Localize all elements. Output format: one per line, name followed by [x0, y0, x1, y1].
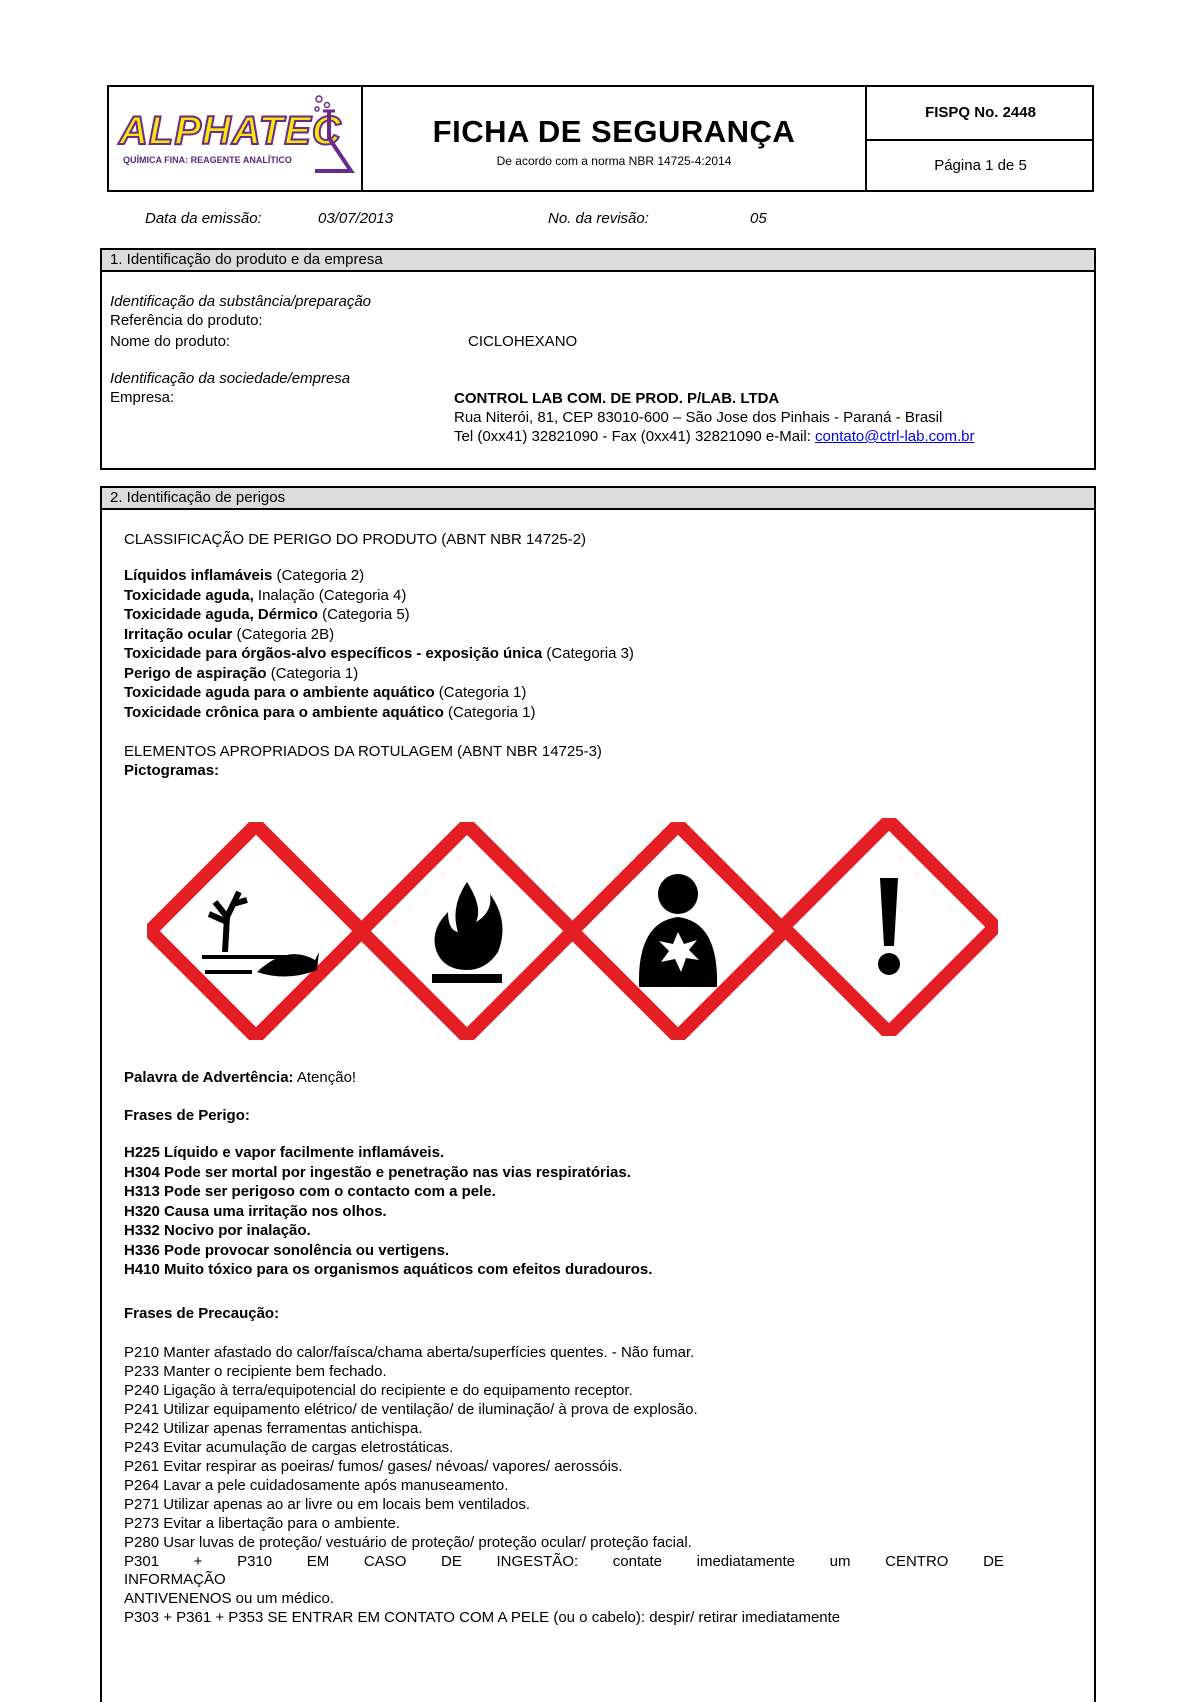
hazard-class-name: Toxicidade aguda, Dérmico: [124, 606, 318, 623]
hazard-class-item: [124, 664, 358, 683]
company-name: CONTROL LAB COM. DE PROD. P/LAB. LTDA: [454, 390, 780, 407]
hazard-class-name: Toxicidade aguda,: [124, 586, 254, 604]
pictograms-label: Pictogramas:: [124, 762, 220, 779]
company-address: Rua Niterói, 81, CEP 83010-600 – São Jose dos Pinhais - Paraná - Brasil: [454, 409, 943, 426]
hazard-class-category: (Categoria 5): [317, 606, 410, 623]
hazard-class-category: Inalação (Categoria 4): [253, 586, 407, 604]
hazard-class-category: (Categoria 1): [443, 703, 536, 721]
hazard-class-item: [124, 586, 406, 605]
section-2-title: 2. Identificação de perigos: [102, 488, 1094, 510]
company-logo: ALPHATEC: [119, 109, 342, 153]
p301-word: imediatamente: [696, 1553, 796, 1570]
flask-icon: [307, 93, 357, 183]
precaution-phrase: P242 Utilizar apenas ferramentas antichispa.: [124, 1420, 423, 1437]
p301-line: [124, 1552, 1004, 1571]
hazard-class-item: [124, 683, 526, 702]
hazard-class-name: Perigo de aspiração: [124, 664, 267, 682]
product-ref-label: Referência do produto:: [110, 312, 263, 329]
hazard-phrase: H313 Pode ser perigoso com o contacto com a pele.: [124, 1183, 496, 1200]
p301-word: contate: [612, 1553, 662, 1570]
p301-word: P310: [237, 1553, 273, 1570]
p301-word: INGESTÃO:: [496, 1553, 579, 1570]
hazard-phrase: H304 Pode ser mortal por ingestão e penetração nas vias respiratórias.: [124, 1163, 631, 1181]
hazard-phrase: H225 Líquido e vapor facilmente inflamáveis.: [124, 1144, 445, 1161]
p301-word: CENTRO: [885, 1553, 949, 1570]
precaution-phrase: P273 Evitar a libertação para o ambiente.: [124, 1515, 400, 1532]
precaution-phrase: P233 Manter o recipiente bem fechado.: [124, 1363, 387, 1380]
p301-word: DE: [441, 1553, 462, 1570]
logo-subtitle: QUÍMICA FINA: REAGENTE ANALÍTICO: [123, 155, 292, 165]
precaution-phrase: P280 Usar luvas de proteção/ vestuário de proteção/ proteção ocular/ proteção facial.: [124, 1534, 692, 1551]
section-2: [100, 486, 1096, 1702]
hazard-class-name: Líquidos inflamáveis: [124, 567, 273, 584]
document-header: [107, 85, 1094, 192]
hazard-class-item: [124, 625, 334, 644]
section-1-title: 1. Identificação do produto e da empresa: [102, 250, 1094, 272]
hazard-class-name: Toxicidade aguda para o ambiente aquático: [124, 684, 435, 701]
p301-line-3: ANTIVENENOS ou um médico.: [124, 1590, 335, 1607]
page-number: Página 1 de 5: [934, 157, 1027, 174]
hazard-class-name: Toxicidade crônica para o ambiente aquático: [124, 703, 444, 721]
company-heading: Identificação da sociedade/empresa: [110, 370, 351, 387]
labeling-heading: ELEMENTOS APROPRIADOS DA ROTULAGEM (ABNT NBR 14725-3): [124, 743, 602, 760]
p301-line-2: INFORMAÇÃO: [124, 1571, 226, 1588]
hazard-class-category: (Categoria 1): [266, 664, 359, 682]
p301-word: DE: [983, 1553, 1004, 1570]
precaution-phrase: P264 Lavar a pele cuidadosamente após manuseamento.: [124, 1477, 509, 1494]
p301-word: P301: [124, 1553, 160, 1570]
p301-word: +: [193, 1553, 203, 1570]
hazard-class-category: (Categoria 1): [434, 684, 527, 701]
hazard-class-item: [124, 703, 536, 722]
product-name: CICLOHEXANO: [468, 333, 578, 350]
environment-icon: [147, 822, 365, 1040]
phone-fax: Tel (0xx41) 32821090 - Fax (0xx41) 32821090 e-Mail:: [454, 428, 816, 445]
precaution-phrase: P241 Utilizar equipamento elétrico/ de ventilação/ de iluminação/ à prova de explosão.: [124, 1401, 698, 1418]
section-1: [100, 248, 1096, 470]
hazard-heading: Frases de Perigo:: [124, 1107, 250, 1124]
substance-heading: Identificação da substância/preparação: [110, 293, 372, 310]
signal-value: Atenção!: [293, 1069, 357, 1086]
emission-label: Data da emissão:: [145, 210, 262, 227]
p301-word: CASO: [363, 1553, 407, 1570]
signal-label: Palavra de Advertência:: [124, 1069, 294, 1086]
precaution-heading: Frases de Precaução:: [124, 1305, 280, 1322]
product-name-label: Nome do produto:: [110, 333, 231, 350]
revision-label: No. da revisão:: [548, 210, 649, 227]
document-title: FICHA DE SEGURANÇA: [432, 114, 796, 149]
revision-number: 05: [750, 210, 767, 227]
classification-heading: CLASSIFICAÇÃO DE PERIGO DO PRODUTO (ABNT NBR 14725-2): [124, 531, 587, 548]
company-contact: [454, 427, 975, 446]
health-hazard-icon: [569, 822, 787, 1040]
emission-date: 03/07/2013: [318, 210, 394, 227]
email-link[interactable]: contato@ctrl-lab.com.br: [815, 428, 975, 445]
p301-word: um: [829, 1553, 851, 1570]
hazard-phrase: H336 Pode provocar sonolência ou vertigens.: [124, 1241, 450, 1259]
precaution-phrase: P210 Manter afastado do calor/faísca/chama aberta/superfícies quentes. - Não fumar.: [124, 1344, 695, 1361]
exclamation-icon: [780, 818, 998, 1036]
p301-word: EM: [306, 1553, 330, 1570]
hazard-class-item: [124, 566, 364, 585]
title-cell: [363, 87, 865, 168]
precaution-phrase: P261 Evitar respirar as poeiras/ fumos/ gases/ névoas/ vapores/ aerossóis.: [124, 1458, 623, 1475]
hazard-phrase: H320 Causa uma irritação nos olhos.: [124, 1202, 387, 1220]
signal-word: [124, 1068, 356, 1087]
hazard-phrase: H332 Nocivo por inalação.: [124, 1222, 311, 1239]
logo-cell: [109, 87, 363, 190]
hazard-class-name: Irritação ocular: [124, 625, 233, 643]
company-label: Empresa:: [110, 389, 175, 406]
precaution-phrase: P240 Ligação à terra/equipotencial do recipiente e do equipamento receptor.: [124, 1382, 633, 1399]
fispq-number: FISPQ No. 2448: [867, 87, 1094, 141]
flame-icon: [358, 822, 576, 1040]
hazard-class-category: (Categoria 3): [542, 645, 634, 662]
hazard-class-category: (Categoria 2B): [232, 625, 335, 643]
hazard-class-item: [124, 644, 634, 663]
hazard-class-category: (Categoria 2): [272, 567, 365, 584]
document-subtitle: De acordo com a norma NBR 14725-4:2014: [496, 154, 732, 168]
hazard-class-item: [124, 605, 410, 624]
p303-line: P303 + P361 + P353 SE ENTRAR EM CONTATO COM A PELE (ou o cabelo): despir/ retirar imediatamente: [124, 1609, 841, 1626]
precaution-phrase: P243 Evitar acumulação de cargas eletrostáticas.: [124, 1439, 454, 1456]
hazard-class-name: Toxicidade para órgãos-alvo específicos - exposição única: [124, 645, 543, 662]
hazard-phrase: H410 Muito tóxico para os organismos aquáticos com efeitos duradouros.: [124, 1261, 653, 1278]
fispq-cell: [865, 87, 1094, 190]
precaution-phrase: P271 Utilizar apenas ao ar livre ou em locais bem ventilados.: [124, 1496, 531, 1513]
